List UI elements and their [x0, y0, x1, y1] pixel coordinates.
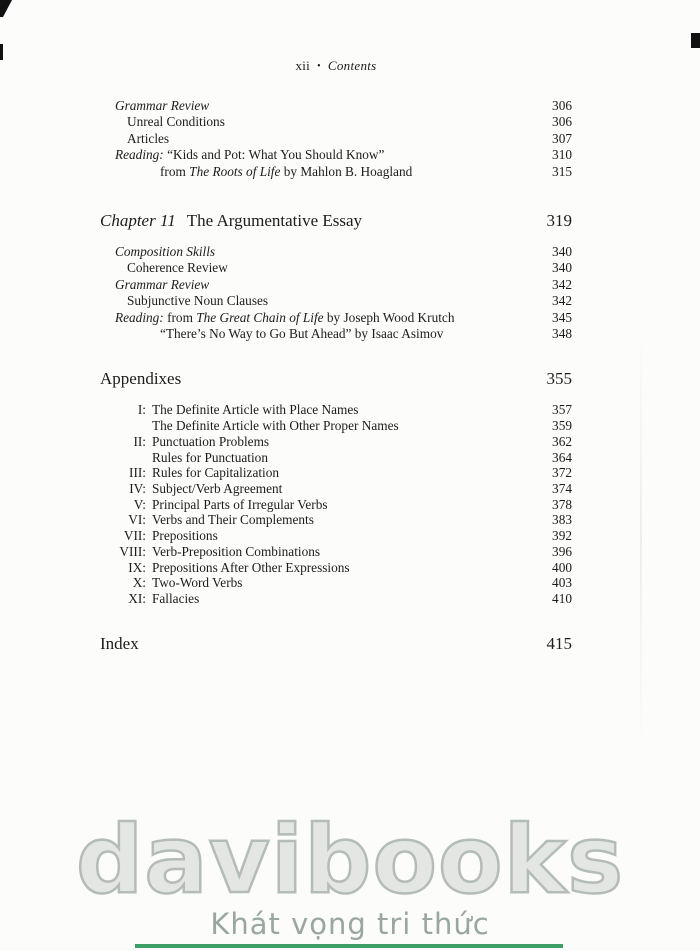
scan-artifact-left-edge [0, 44, 3, 60]
toc-label-part: by Mahlon B. Hoagland [280, 163, 413, 179]
toc-heading-row [100, 368, 572, 390]
toc-label-part: Verbs and Their Complements [152, 512, 314, 528]
toc-row-left [100, 310, 536, 326]
toc-entry-row [100, 528, 572, 544]
toc-label [100, 369, 181, 388]
page-number: xii [295, 58, 311, 73]
toc-entry-row [100, 293, 572, 309]
toc-label-italic-part: Grammar Review [115, 98, 210, 113]
toc-page-number: 372 [552, 465, 572, 481]
toc-row-left [100, 450, 536, 466]
toc-label [152, 402, 358, 417]
toc-row-left [100, 544, 536, 560]
toc-page-number: 342 [552, 276, 572, 292]
appendix-numeral: VI: [128, 512, 146, 528]
toc-row-left [100, 633, 536, 655]
toc-entry-row [100, 164, 572, 180]
toc-row-left [100, 98, 536, 114]
toc-label [115, 277, 209, 292]
toc-entry-row [100, 326, 572, 342]
toc-label-part: “There’s No Way to Go But Ahead” by Isaac Asimov [160, 326, 444, 342]
appendix-numeral: VIII: [119, 543, 146, 559]
toc-label [127, 114, 225, 129]
toc-label-part: The Definite Article with Place Names [152, 402, 359, 418]
toc-page-number: 392 [552, 528, 572, 544]
toc-entry-row [100, 260, 572, 276]
toc-entry-row [100, 575, 572, 591]
header-bullet-separator: • [317, 61, 321, 72]
toc-row-left [100, 560, 536, 576]
toc-label-part: Punctuation Problems [152, 433, 270, 449]
toc-label [152, 450, 268, 465]
toc-page-number: 383 [552, 512, 572, 528]
toc-row-left [100, 368, 536, 390]
toc-page-number: 348 [552, 326, 572, 342]
toc-label-part: Index [100, 633, 139, 653]
toc-label-part: Subjunctive Noun Clauses [127, 293, 269, 309]
toc-entry-row [100, 402, 572, 418]
toc-page-number: 357 [552, 402, 572, 418]
appendix-numeral: V: [133, 496, 146, 512]
scan-artifact-top-right [691, 33, 700, 48]
page-header [100, 58, 572, 74]
toc-page-number: 378 [552, 496, 572, 512]
toc-entry-row [100, 418, 572, 434]
toc-label-part: The Argumentative Essay [186, 211, 363, 231]
toc-entry-row [100, 277, 572, 293]
toc-row-left [100, 512, 536, 528]
toc-entry-row [100, 560, 572, 576]
toc-label-italic-part: Composition Skills [115, 244, 216, 260]
appendix-numeral: III: [129, 465, 146, 481]
toc-row-left [100, 260, 536, 276]
toc-row-left [100, 402, 536, 418]
toc-row-left [100, 131, 536, 147]
toc-row-left [100, 293, 536, 309]
toc-label-italic-part: Reading: [115, 309, 164, 325]
watermark-logo-text: davibooks [75, 805, 625, 915]
toc-label [127, 260, 228, 275]
toc-row-left [100, 434, 536, 450]
toc-label-part: Appendixes [100, 369, 182, 389]
toc-label [115, 244, 215, 259]
toc-page-number: 355 [546, 369, 572, 389]
toc-label-part: Unreal Conditions [127, 114, 225, 130]
toc-label-part: Rules for Capitalization [152, 465, 280, 481]
toc-entry-row [100, 114, 572, 130]
toc-label-part: Prepositions After Other Expressions [152, 559, 350, 575]
toc-page-number: 410 [552, 590, 572, 606]
toc-entry-row [100, 512, 572, 528]
toc-row-left [100, 210, 536, 232]
toc-row-left [100, 244, 536, 260]
appendix-numeral: I: [137, 402, 146, 418]
toc-row-left [100, 465, 536, 481]
toc-label [115, 98, 209, 113]
toc-label-part: The Definite Article with Other Proper Names [152, 418, 399, 434]
toc-label-part: Subject/Verb Agreement [152, 480, 283, 496]
toc-label-part: from [160, 163, 190, 179]
toc-page-number: 315 [552, 163, 572, 179]
toc-row-left [100, 326, 536, 342]
toc-entry-row [100, 481, 572, 497]
toc-row-left [100, 418, 536, 434]
appendix-numeral: IX: [128, 559, 146, 575]
toc-entry-row [100, 434, 572, 450]
toc-label-part: Two-Word Verbs [152, 575, 243, 591]
toc-page-number: 340 [552, 244, 572, 260]
toc-page-number: 306 [552, 98, 572, 113]
toc-entry-row [100, 98, 572, 114]
toc-label [127, 131, 169, 146]
toc-label [152, 560, 350, 575]
toc-row-left [100, 528, 536, 544]
table-of-contents [100, 98, 572, 655]
toc-heading-row [100, 210, 572, 232]
toc-entry-row [100, 450, 572, 466]
toc-label [115, 147, 384, 162]
toc-label [127, 293, 268, 308]
toc-label-italic-part: Grammar Review [115, 276, 210, 292]
toc-entry-row [100, 131, 572, 147]
watermark-underline [135, 944, 563, 948]
header-title: Contents [327, 58, 377, 73]
toc-page-number: 306 [552, 114, 572, 130]
toc-entry-row [100, 497, 572, 513]
toc-label-part: by Joseph Wood Krutch [323, 309, 455, 325]
toc-label-part: Fallacies [152, 590, 200, 606]
toc-label [100, 211, 362, 230]
toc-label [152, 481, 282, 496]
toc-page-number: 362 [552, 433, 572, 449]
appendix-numeral: VII: [123, 528, 146, 544]
toc-entry-row [100, 591, 572, 607]
toc-label-part: Rules for Punctuation [152, 449, 268, 465]
toc-page-number: 310 [552, 147, 572, 163]
toc-label-part: “Kids and Pot: What You Should Know” [163, 147, 385, 163]
toc-label [152, 591, 199, 606]
toc-label-part: Verb-Preposition Combinations [152, 543, 321, 559]
toc-label-part: Principal Parts of Irregular Verbs [152, 496, 328, 512]
toc-page-number: 396 [552, 543, 572, 559]
toc-entry-row [100, 244, 572, 260]
toc-label [100, 634, 139, 653]
toc-label [152, 434, 269, 449]
toc-label [152, 465, 279, 480]
toc-page-number: 345 [552, 309, 572, 325]
toc-page-number: 342 [552, 293, 572, 309]
toc-label [160, 326, 443, 341]
toc-label [152, 544, 320, 559]
toc-entry-row [100, 310, 572, 326]
toc-heading-row [100, 633, 572, 655]
toc-row-left [100, 481, 536, 497]
toc-label-italic-part: Reading: [115, 147, 164, 163]
toc-label-italic-part: The Great Chain of Life [196, 309, 324, 325]
toc-page-number: 319 [546, 211, 572, 231]
appendix-numeral: IV: [129, 480, 146, 496]
toc-row-left [100, 591, 536, 607]
toc-label-italic-part: Chapter 11 [100, 211, 176, 231]
appendix-numeral: II: [133, 433, 146, 449]
toc-page-number: 415 [546, 633, 572, 653]
watermark [0, 805, 700, 941]
toc-row-left [100, 575, 536, 591]
toc-label [115, 310, 454, 325]
toc-row-left [100, 114, 536, 130]
toc-label [152, 418, 399, 433]
appendix-numeral: X: [132, 575, 146, 591]
scan-crease [640, 330, 642, 750]
toc-label-italic-part: The Roots of Life [189, 163, 281, 179]
toc-page-number: 359 [552, 418, 572, 434]
watermark-tagline: Khát vọng tri thức [210, 907, 490, 941]
toc-label [152, 528, 218, 543]
toc-page-number: 374 [552, 480, 572, 496]
toc-page-number: 307 [552, 130, 572, 146]
toc-label-part: Articles [127, 130, 170, 146]
toc-row-left [100, 277, 536, 293]
toc-entry-row [100, 544, 572, 560]
toc-entry-row [100, 465, 572, 481]
toc-entry-row [100, 147, 572, 163]
toc-label [152, 512, 314, 527]
toc-page-number: 340 [552, 260, 572, 276]
toc-label [152, 575, 242, 590]
toc-page-number: 400 [552, 559, 572, 575]
toc-label-part: Prepositions [152, 528, 218, 544]
toc-page-number: 403 [552, 575, 572, 591]
toc-row-left [100, 497, 536, 513]
toc-row-left [100, 147, 536, 163]
toc-page-number: 364 [552, 449, 572, 465]
toc-label [152, 497, 328, 512]
appendix-numeral: XI: [128, 590, 146, 606]
toc-row-left [100, 164, 536, 180]
toc-label-part: from [163, 309, 197, 325]
toc-label [160, 164, 412, 179]
toc-label-part: Coherence Review [127, 260, 228, 276]
